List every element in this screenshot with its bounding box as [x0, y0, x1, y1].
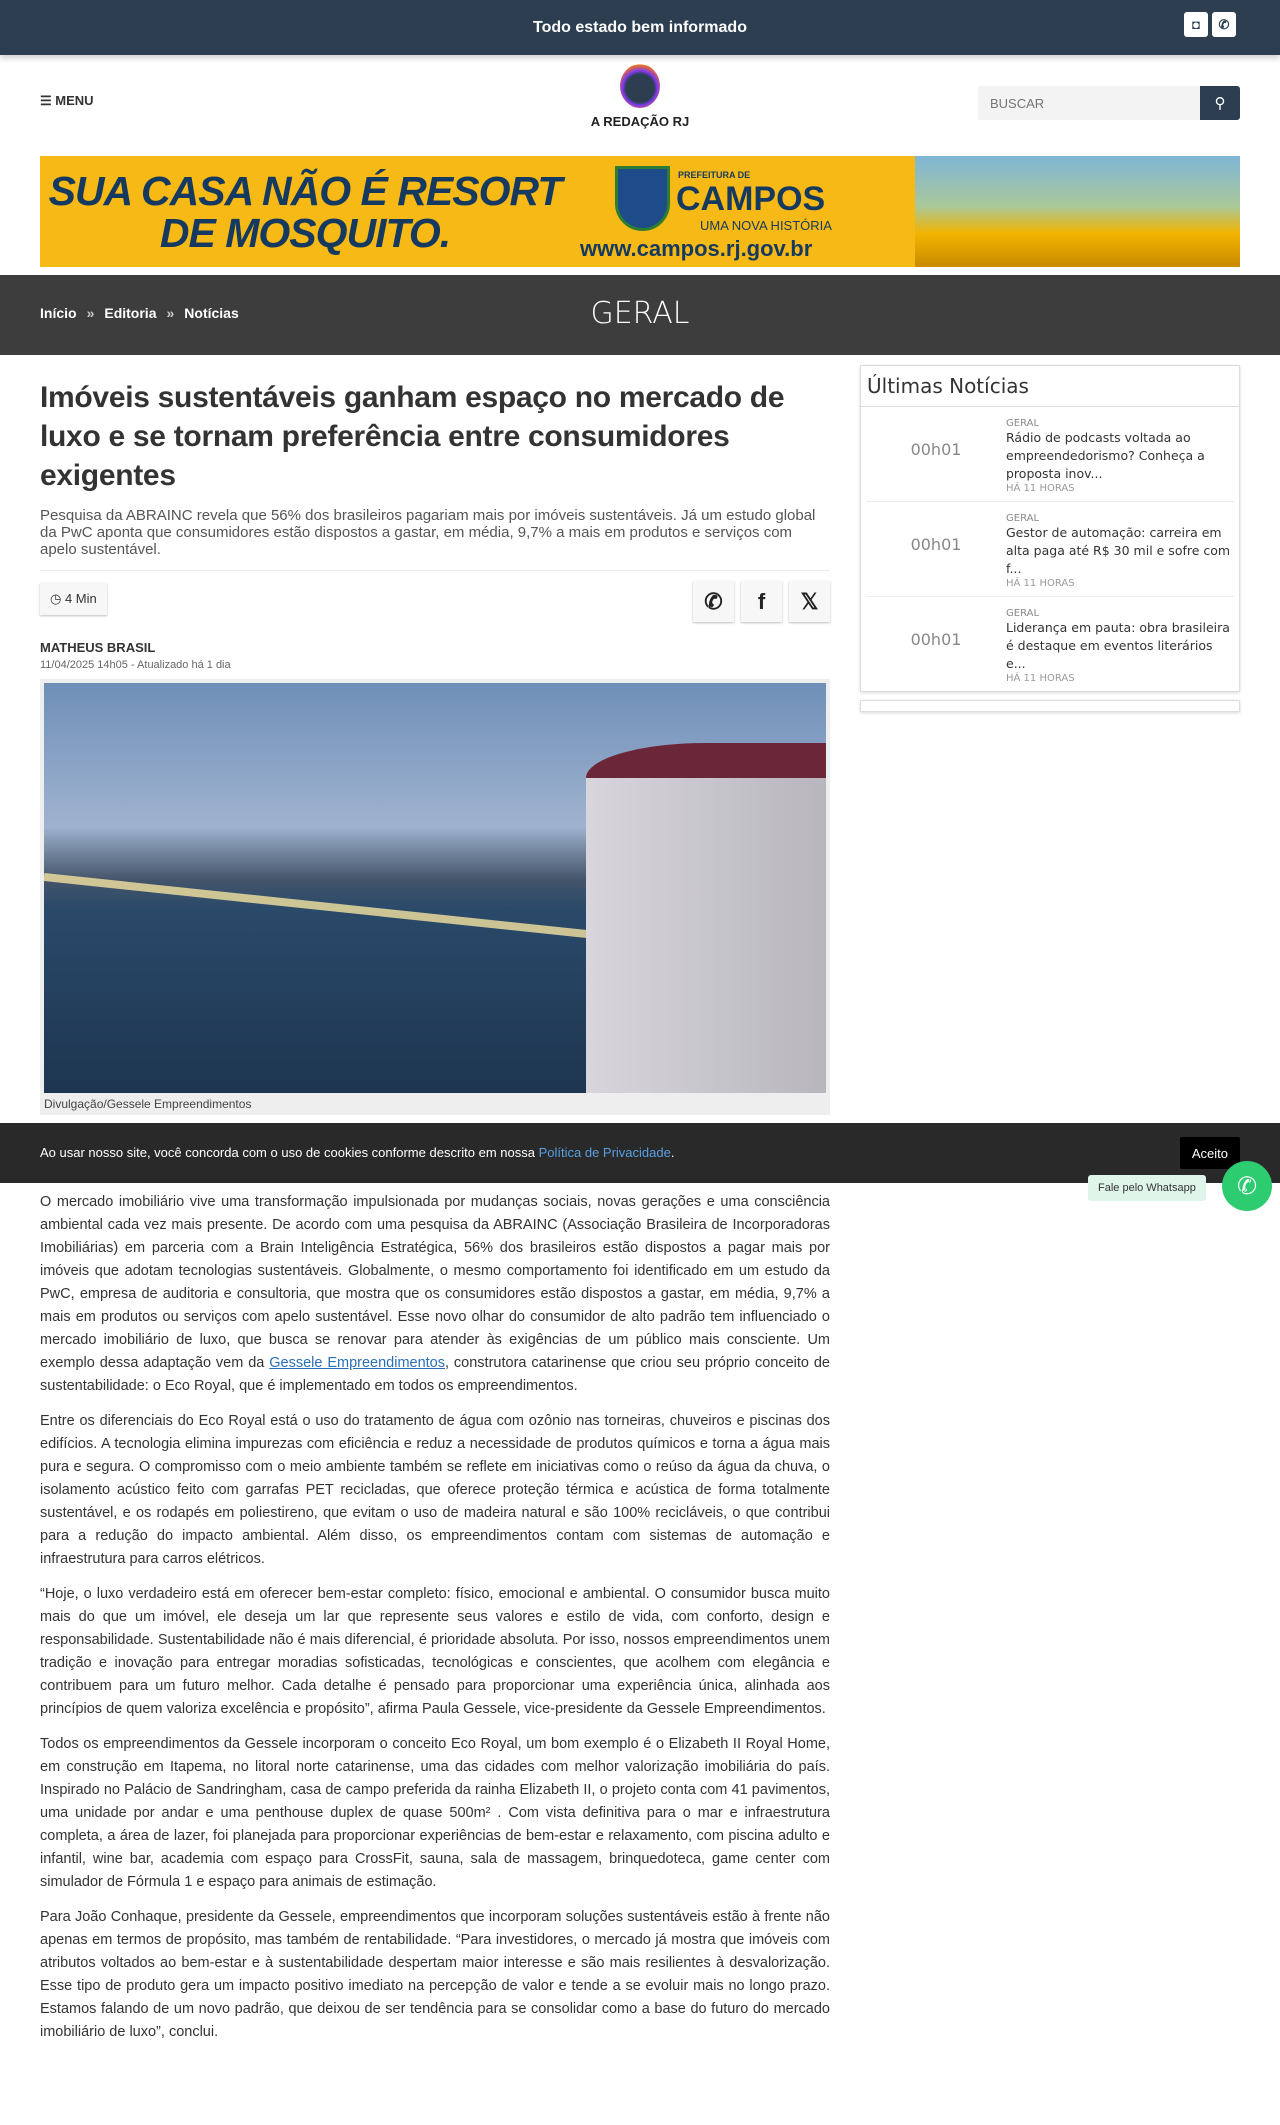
whatsapp-chat-button[interactable]: [1222, 1161, 1272, 1211]
list-item[interactable]: [866, 502, 1234, 597]
read-time-badge: [40, 583, 107, 615]
article-body: [40, 1191, 830, 2044]
image-caption: Divulgação/Gessele Empreendimentos: [44, 1097, 252, 1111]
hamburger-icon: ☰: [40, 93, 56, 108]
ad-banner[interactable]: [40, 156, 1240, 267]
privacy-policy-link[interactable]: Política de Privacidade: [538, 1145, 671, 1160]
read-time: 4 Min: [64, 591, 97, 606]
author-name[interactable]: MATHEUS BRASIL: [40, 640, 156, 655]
instagram-icon[interactable]: ◘: [1184, 12, 1208, 37]
paragraph-text: O mercado imobiliário vive uma transformação impulsionada por mudanças sociais, novas gerações e uma consciência ambiental cada vez mais presente. De acordo com uma pesquisa da ABRAINC (Associação Brasileira de Incorporadoras Imobiliárias) em parceria com a Brain Inteligência Estratégica, 56% dos brasileiros estão dispostos a pagar mais por imóveis que adotam tecnologias sustentáveis. Globalmente, o mesmo comportamento foi identificado em um estudo da PwC, empresa de auditoria e consultoria, que mostra que os consumidores estão dispostos a gastar, em média, 9,7% a mais em produtos ou serviços com apelo sustentável. Esse novo olhar do consumidor de alto padrão tem influenciado o mercado imobiliário de luxo, que busca se renovar para atender às exigências de um público mais consciente. Um exemplo dessa adaptação vem da: [40, 1194, 830, 1371]
whatsapp-icon: ✆: [1236, 1172, 1258, 1200]
banner-city: CAMPOS: [676, 180, 826, 218]
news-time: 00h01: [910, 440, 962, 459]
news-title[interactable]: Liderança em pauta: obra brasileira é destaque em eventos literários e...: [1006, 620, 1230, 671]
sidebar-widget-empty: [860, 700, 1240, 712]
breadcrumb-noticias[interactable]: Notícias: [184, 305, 239, 321]
news-category: GERAL: [1006, 608, 1040, 619]
list-item[interactable]: [866, 407, 1234, 502]
top-bar: [0, 0, 1280, 55]
cookie-banner: [0, 1123, 1280, 1183]
news-ago: HÁ 11 HORAS: [1006, 483, 1075, 494]
cookie-text: Ao usar nosso site, você concorda com o uso de cookies conforme descrito em nossa: [40, 1145, 539, 1160]
widget-title: Últimas Notícias: [861, 366, 1239, 407]
banner-slogan: SUA CASA NÃO É RESORT DE MOSQUITO.: [48, 168, 562, 256]
news-title[interactable]: Gestor de automação: carreira em alta paga até R$ 30 mil e sofre com f...: [1006, 525, 1231, 576]
chevron-right-icon: »: [86, 305, 95, 321]
news-ago: HÁ 11 HORAS: [1006, 578, 1075, 589]
search-form: [978, 86, 1240, 120]
menu-label: MENU: [55, 93, 94, 108]
menu-button[interactable]: [40, 93, 94, 109]
search-button[interactable]: [1200, 86, 1240, 120]
whatsapp-icon[interactable]: ✆: [1212, 12, 1236, 37]
breadcrumb: [40, 305, 239, 321]
news-time: 00h01: [910, 630, 962, 649]
chevron-right-icon: »: [166, 305, 175, 321]
accept-cookies-button[interactable]: Aceito: [1180, 1137, 1240, 1169]
latest-news-widget: [860, 365, 1240, 692]
news-category: GERAL: [1006, 513, 1040, 524]
news-title[interactable]: Rádio de podcasts voltada ao empreendedorismo? Conheça a proposta inov...: [1006, 430, 1205, 481]
paragraph: [40, 1191, 830, 1398]
search-input[interactable]: [978, 86, 1200, 120]
campos-crest-icon: [615, 166, 670, 231]
tagline: Todo estado bem informado: [533, 18, 747, 36]
gessele-link[interactable]: Gessele Empreendimentos: [269, 1355, 445, 1371]
news-ago: HÁ 11 HORAS: [1006, 673, 1075, 684]
paragraph: Todos os empreendimentos da Gessele incorporam o conceito Eco Royal, um bom exemplo é o Elizabeth II Royal Home, em construção em Itapema, no litoral norte catarinense, uma das cidades com melhor valorização imobiliária do país. Inspirado no Palácio de Sandringham, casa de campo preferida da rainha Elizabeth II, o projeto conta com 41 pavimentos, uma unidade por andar e uma penthouse duplex de quase 500m² . Com vista definitiva para o mar e infraestrutura completa, a área de lazer, foi planejada para proporcionar experiências de bem-estar e relaxamento, com piscina adulto e infantil, wine bar, academia com espaço para CrossFit, sauna, sala de massagem, brinquedoteca, game center com simulador de Fórmula 1 e espaço para animais de estimação.: [40, 1736, 830, 1890]
facebook-share-icon[interactable]: f: [741, 581, 782, 622]
logo-text: A REDAÇÃO RJ: [590, 114, 690, 129]
hero-image: [44, 683, 826, 1093]
paragraph: “Hoje, o luxo verdadeiro está em oferecer bem-estar completo: físico, emocional e ambiental. O consumidor busca muito mais do que um imóvel, ele deseja um lar que represente seus valores e estilo de vida, com conforto, design e responsabilidade. Sustentabilidade não é mais diferencial, é prioridade absoluta. Por isso, nossos empreendimentos unem tradição e inovação para entregar moradias sofisticadas, tecnológicas e conscientes, que acolhem com elegância e contribuem para um futuro melhor. Cada detalhe é pensado para proporcionar uma experiência única, alinhada aos princípios de quem valoriza excelência e propósito”, afirma Paula Gessele, vice-presidente da Gessele Empreendimentos.: [40, 1586, 830, 1717]
article-lead: Pesquisa da ABRAINC revela que 56% dos brasileiros pagariam mais por imóveis sustentáveis. Já um estudo global da PwC aponta que consumidores estão dispostos a gastar, em média, 9,7% a mais em produtos e serviços com apelo sustentável.: [40, 507, 816, 558]
whatsapp-chat-label[interactable]: Fale pelo Whatsapp: [1088, 1175, 1206, 1201]
logo-mark: [620, 64, 660, 108]
banner-mosquito-image: [915, 156, 1240, 267]
cookie-text-end: .: [670, 1145, 675, 1160]
site-logo[interactable]: [585, 64, 695, 129]
publish-date: 11/04/2025 14h05 - Atualizado há 1 dia: [40, 659, 231, 671]
share-buttons: [693, 581, 830, 622]
clock-icon: ◷: [50, 591, 65, 606]
banner-subtitle: UMA NOVA HISTÓRIA: [700, 218, 832, 233]
x-share-icon[interactable]: 𝕏: [789, 581, 830, 622]
section-title: GERAL: [590, 296, 690, 331]
breadcrumb-bar: [0, 275, 1280, 355]
banner-url: www.campos.rj.gov.br: [580, 236, 813, 261]
search-icon: ⚲: [1214, 95, 1226, 112]
paragraph: Entre os diferenciais do Eco Royal está o uso do tratamento de água com ozônio nas torneiras, chuveiros e piscinas dos edifícios. A tecnologia elimina impurezas com eficiência e reduz a necessidade de produtos químicos e torna a água mais pura e segura. O compromisso com o meio ambiente também se reflete em iniciativas como o reúso da água da chuva, o isolamento acústico feito com garrafas PET recicladas, que oferece proteção térmica e acústica de forma totalmente sustentável, e os rodapés em poliestireno, que evitam o uso de madeira natural e são 100% recicláveis, o que contribui para a redução do impacto ambiental. Além disso, os empreendimentos contam com sistemas de automação e infraestrutura para carros elétricos.: [40, 1413, 830, 1567]
hero-figure: [40, 679, 830, 1115]
breadcrumb-editoria[interactable]: Editoria: [104, 305, 157, 321]
news-category: GERAL: [1006, 418, 1040, 429]
whatsapp-share-icon[interactable]: ✆: [693, 581, 734, 622]
paragraph: Para João Conhaque, presidente da Gessele, empreendimentos que incorporam soluções sustentáveis estão à frente não apenas em termos de propósito, mas também de rentabilidade. “Para investidores, o mercado já mostra que imóveis com atributos voltados ao bem-estar e à sustentabilidade despertam maior interesse e são mais resilientes à desvalorização. Esse tipo de produto gera um impacto positivo imediato na percepção de valor e tende a se evoluir mais no longo prazo. Estamos falando de um novo padrão, que deixou de ser tendência para se consolidar como a base do futuro do mercado imobiliário de luxo”, conclui.: [40, 1909, 830, 2040]
article-title: Imóveis sustentáveis ganham espaço no mercado de luxo e se tornam preferência entre consumidores exigentes: [40, 381, 785, 492]
banner-pref: PREFEITURA DE: [678, 170, 751, 180]
breadcrumb-home[interactable]: Início: [40, 305, 77, 321]
list-item[interactable]: [866, 597, 1234, 691]
paragraph-text: , construtora catarinense que criou seu próprio conceito de sustentabilidade: o Eco Royal, que é implementado em todos os empreendimentos.: [40, 1355, 830, 1394]
news-time: 00h01: [910, 535, 962, 554]
